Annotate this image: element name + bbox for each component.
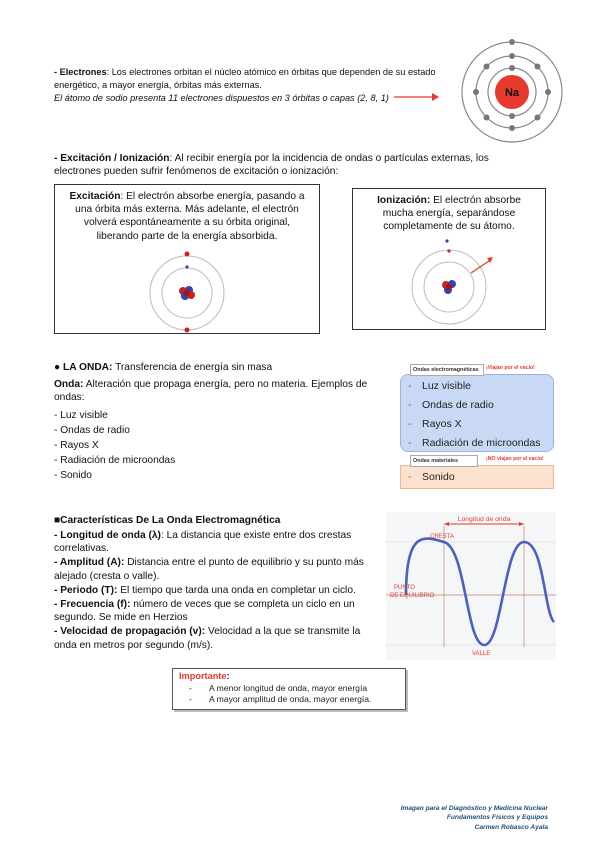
footer bbox=[328, 804, 548, 832]
excitacion-intro-term: - Excitación / Ionización bbox=[54, 153, 170, 164]
sodium-example: El átomo de sodio presenta 11 electrones dispuestos en 3 órbitas o capas (2, 8, 1) bbox=[54, 93, 389, 103]
atom-label: Na bbox=[504, 87, 520, 99]
wave-diagram bbox=[386, 512, 556, 660]
sodium-atom-diagram bbox=[458, 38, 566, 146]
equilibrium-label-2: DE EQUILIBRIO bbox=[390, 593, 435, 599]
ionizacion-desc: El electrón absorbe mucha energía, separándose completamente de su átomo. bbox=[382, 195, 521, 233]
ionizacion-box bbox=[352, 188, 546, 330]
onda-def-term: Onda: bbox=[54, 379, 84, 390]
mat-tag: Ondas materiales bbox=[410, 455, 478, 467]
list-item: - Rayos X bbox=[54, 440, 99, 451]
crest-label: CRESTA bbox=[430, 534, 454, 540]
em-note: ¡Viajan por el vacío! bbox=[486, 365, 535, 371]
onda-heading-text: Transferencia de energía sin masa bbox=[112, 362, 273, 373]
excitacion-term: Excitación bbox=[69, 191, 121, 202]
electrones-paragraph bbox=[54, 66, 446, 91]
ionizacion-text bbox=[353, 189, 545, 234]
footer-line-1: Imagen para el Diagnóstico y Medicina Nuclear bbox=[400, 805, 548, 812]
electrones-text: : Los electrones orbitan el núcleo atómico en órbitas que dependen de su estado energético, a mayor energía, órbitas más externas. bbox=[54, 67, 436, 90]
mat-note: ¡NO viajan por el vacío! bbox=[486, 456, 544, 462]
list-item: - Frecuencia (f): número de veces que se completa un ciclo en un segundo. Se mide en Herzios bbox=[54, 599, 355, 624]
electrones-term: - Electrones bbox=[54, 67, 107, 77]
pointer-arrow bbox=[394, 90, 440, 104]
wave-classification-panel bbox=[400, 364, 560, 488]
mat-panel bbox=[400, 465, 554, 489]
excitacion-text bbox=[55, 185, 319, 243]
footer-line-2: Fundamentos Físicos y Equipos bbox=[446, 814, 548, 822]
excitacion-box bbox=[54, 184, 320, 334]
list-item: - Ondas de radio bbox=[408, 398, 494, 411]
onda-def-text: Alteración que propaga energía, pero no materia. Ejemplos de ondas: bbox=[54, 379, 368, 404]
excitation-atom-diagram bbox=[139, 249, 235, 333]
onda-heading-term: LA ONDA: bbox=[63, 362, 113, 373]
list-item: - Luz visible bbox=[408, 379, 472, 392]
footer-line-3: Carmen Robasco Ayala bbox=[474, 823, 548, 831]
importante-title: Importante: bbox=[179, 671, 230, 681]
excitacion-desc: : El electrón absorbe energía, pasando a una órbita más externa. Más adelante, el electrón volverá espontáneamente a su órbita original, liberando parte de la energía absorbida. bbox=[75, 191, 305, 242]
excitacion-intro-text: : Al recibir energía por la incidencia de ondas o partículas externas, los electrones pueden sufrir fenómenos de excitación o ionización: bbox=[54, 153, 489, 178]
importante-box bbox=[172, 668, 406, 710]
list-item: - Periodo (T): El tiempo que tarda una onda en completar un ciclo. bbox=[54, 584, 356, 596]
excitacion-intro bbox=[54, 152, 534, 178]
em-panel bbox=[400, 374, 554, 452]
list-item: - A menor longitud de onda, mayor energía bbox=[189, 683, 368, 693]
list-item: - Sonido bbox=[408, 470, 455, 483]
caracteristicas-heading: ■Características De La Onda Electromagnética bbox=[54, 515, 281, 526]
list-item: - Rayos X bbox=[408, 417, 462, 430]
caracteristicas-list bbox=[54, 529, 382, 652]
onda-heading bbox=[54, 361, 394, 374]
list-item: - A mayor amplitud de onda, mayor energía. bbox=[189, 694, 372, 704]
ionization-atom-diagram bbox=[401, 239, 501, 329]
list-item: - Sonido bbox=[54, 470, 92, 481]
list-item: - Radiación de microondas bbox=[54, 455, 176, 466]
onda-definition bbox=[54, 378, 394, 404]
list-item: - Longitud de onda (λ): La distancia que existe entre dos crestas correlativas. bbox=[54, 530, 352, 555]
onda-examples-list bbox=[54, 408, 254, 483]
em-tag: Ondas electromagnéticas bbox=[410, 364, 484, 376]
list-item: - Amplitud (A): Distancia entre el punto de equilibrio y su punto más alejado (cresta o valle). bbox=[54, 557, 364, 582]
list-item: - Ondas de radio bbox=[54, 425, 130, 436]
valley-label: VALLE bbox=[472, 651, 491, 657]
list-item: - Luz visible bbox=[54, 410, 108, 421]
bullet-icon: ● bbox=[54, 362, 61, 373]
equilibrium-label-1: PUNTO bbox=[394, 585, 415, 591]
list-item: - Radiación de microondas bbox=[408, 436, 541, 449]
ionizacion-term: Ionización: bbox=[377, 195, 431, 206]
list-item: - Velocidad de propagación (v): Velocidad a la que se transmite la onda en metros por segundo (m/s). bbox=[54, 626, 361, 651]
importante-list bbox=[189, 683, 371, 705]
wavelength-label: Longitud de onda bbox=[457, 516, 511, 523]
